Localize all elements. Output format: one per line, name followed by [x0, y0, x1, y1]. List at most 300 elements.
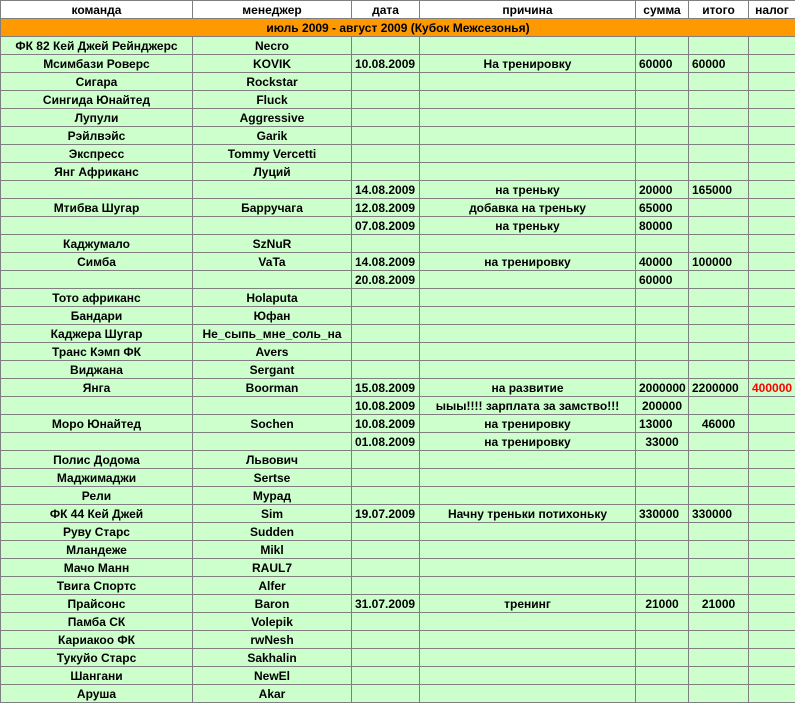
- date-cell[interactable]: [352, 487, 420, 505]
- sum-cell[interactable]: 60000: [636, 55, 689, 73]
- date-cell[interactable]: [352, 577, 420, 595]
- date-cell[interactable]: 15.08.2009: [352, 379, 420, 397]
- sum-cell[interactable]: [636, 487, 689, 505]
- sum-cell[interactable]: [636, 667, 689, 685]
- table-row: [1, 631, 795, 649]
- date-cell[interactable]: [352, 361, 420, 379]
- sum-cell[interactable]: [636, 613, 689, 631]
- reason-cell[interactable]: [420, 631, 636, 649]
- table-row: [1, 541, 795, 559]
- team-cell[interactable]: [1, 271, 193, 289]
- table-row: [1, 433, 795, 451]
- total-cell[interactable]: [689, 109, 749, 127]
- tax-cell[interactable]: [749, 343, 795, 361]
- team-cell[interactable]: Моро Юнайтед: [1, 415, 193, 433]
- team-cell[interactable]: Каджумало: [1, 235, 193, 253]
- table-row: [1, 577, 795, 595]
- manager-cell[interactable]: Baron: [193, 595, 352, 613]
- reason-cell[interactable]: [420, 307, 636, 325]
- table-row: [1, 469, 795, 487]
- table-row: [1, 595, 795, 613]
- date-cell[interactable]: [352, 145, 420, 163]
- team-cell[interactable]: [1, 397, 193, 415]
- date-cell[interactable]: 10.08.2009: [352, 397, 420, 415]
- reason-cell[interactable]: [420, 649, 636, 667]
- col-header-team[interactable]: команда: [1, 1, 193, 19]
- col-header-reason[interactable]: причина: [420, 1, 636, 19]
- reason-cell[interactable]: [420, 163, 636, 181]
- reason-cell[interactable]: на тренировку: [420, 415, 636, 433]
- sum-cell[interactable]: [636, 343, 689, 361]
- tax-cell[interactable]: 400000: [749, 379, 795, 397]
- sum-cell[interactable]: [636, 361, 689, 379]
- date-cell[interactable]: [352, 451, 420, 469]
- table-row: [1, 199, 795, 217]
- manager-cell[interactable]: Не_сыпь_мне_соль_на: [193, 325, 352, 343]
- team-cell[interactable]: Бандари: [1, 307, 193, 325]
- tax-cell[interactable]: [749, 91, 795, 109]
- col-header-tax[interactable]: налог: [749, 1, 795, 19]
- sum-cell[interactable]: [636, 451, 689, 469]
- manager-cell[interactable]: Mikl: [193, 541, 352, 559]
- manager-cell[interactable]: Sochen: [193, 415, 352, 433]
- sum-cell[interactable]: [636, 289, 689, 307]
- manager-cell[interactable]: [193, 181, 352, 199]
- total-cell[interactable]: 2200000: [689, 379, 749, 397]
- date-cell[interactable]: 10.08.2009: [352, 55, 420, 73]
- team-cell[interactable]: Маджимаджи: [1, 469, 193, 487]
- sum-cell[interactable]: [636, 523, 689, 541]
- reason-cell[interactable]: [420, 685, 636, 703]
- tax-cell[interactable]: [749, 253, 795, 271]
- sum-cell[interactable]: [636, 37, 689, 55]
- tax-cell[interactable]: [749, 505, 795, 523]
- tax-cell[interactable]: [749, 469, 795, 487]
- reason-cell[interactable]: [420, 127, 636, 145]
- date-cell[interactable]: [352, 649, 420, 667]
- reason-cell[interactable]: [420, 667, 636, 685]
- team-cell[interactable]: Рэйлвэйс: [1, 127, 193, 145]
- manager-cell[interactable]: rwNesh: [193, 631, 352, 649]
- season-banner-row: [1, 19, 795, 37]
- table-row: [1, 379, 795, 397]
- sum-cell[interactable]: 20000: [636, 181, 689, 199]
- team-cell[interactable]: Сигара: [1, 73, 193, 91]
- table-row: [1, 685, 795, 703]
- total-cell[interactable]: 330000: [689, 505, 749, 523]
- manager-cell[interactable]: Sergant: [193, 361, 352, 379]
- date-cell[interactable]: [352, 163, 420, 181]
- season-title[interactable]: июль 2009 - август 2009 (Кубок Межсезонья): [1, 19, 795, 37]
- date-cell[interactable]: [352, 325, 420, 343]
- table-row: [1, 73, 795, 91]
- total-cell[interactable]: [689, 37, 749, 55]
- sum-cell[interactable]: 2000000: [636, 379, 689, 397]
- tax-cell[interactable]: [749, 613, 795, 631]
- tax-cell[interactable]: [749, 37, 795, 55]
- tax-cell[interactable]: [749, 235, 795, 253]
- date-cell[interactable]: 31.07.2009: [352, 595, 420, 613]
- manager-cell[interactable]: [193, 271, 352, 289]
- reason-cell[interactable]: [420, 577, 636, 595]
- table-row: [1, 253, 795, 271]
- total-cell[interactable]: [689, 145, 749, 163]
- sum-cell[interactable]: [636, 91, 689, 109]
- team-cell[interactable]: Мландеже: [1, 541, 193, 559]
- manager-cell[interactable]: Alfer: [193, 577, 352, 595]
- manager-cell[interactable]: Барручага: [193, 199, 352, 217]
- manager-cell[interactable]: Мурад: [193, 487, 352, 505]
- sum-cell[interactable]: 65000: [636, 199, 689, 217]
- tax-cell[interactable]: [749, 451, 795, 469]
- reason-cell[interactable]: [420, 523, 636, 541]
- tax-cell[interactable]: [749, 595, 795, 613]
- reason-cell[interactable]: [420, 91, 636, 109]
- total-cell[interactable]: 46000: [689, 415, 749, 433]
- date-cell[interactable]: [352, 685, 420, 703]
- tax-cell[interactable]: [749, 487, 795, 505]
- team-cell[interactable]: Янга: [1, 379, 193, 397]
- manager-cell[interactable]: Necro: [193, 37, 352, 55]
- total-cell[interactable]: [689, 613, 749, 631]
- tax-cell[interactable]: [749, 631, 795, 649]
- tax-cell[interactable]: [749, 271, 795, 289]
- date-cell[interactable]: [352, 667, 420, 685]
- table-row: [1, 451, 795, 469]
- reason-cell[interactable]: [420, 289, 636, 307]
- manager-cell[interactable]: Луций: [193, 163, 352, 181]
- table-row: [1, 127, 795, 145]
- manager-cell[interactable]: Boorman: [193, 379, 352, 397]
- sum-cell[interactable]: [636, 109, 689, 127]
- reason-cell[interactable]: ыыы!!!! зарплата за замство!!!: [420, 397, 636, 415]
- team-cell[interactable]: Тукуйо Старс: [1, 649, 193, 667]
- team-cell[interactable]: Кариакоо ФК: [1, 631, 193, 649]
- sum-cell[interactable]: 200000: [636, 397, 689, 415]
- table-row: [1, 361, 795, 379]
- team-cell[interactable]: Лупули: [1, 109, 193, 127]
- date-cell[interactable]: [352, 613, 420, 631]
- date-cell[interactable]: [352, 343, 420, 361]
- sum-cell[interactable]: [636, 307, 689, 325]
- reason-cell[interactable]: [420, 541, 636, 559]
- tax-cell[interactable]: [749, 55, 795, 73]
- table-row: [1, 163, 795, 181]
- sum-cell[interactable]: [636, 163, 689, 181]
- sum-cell[interactable]: [636, 73, 689, 91]
- total-cell[interactable]: [689, 487, 749, 505]
- total-cell[interactable]: [689, 361, 749, 379]
- total-cell[interactable]: [689, 523, 749, 541]
- manager-cell[interactable]: RAUL7: [193, 559, 352, 577]
- sum-cell[interactable]: [636, 235, 689, 253]
- tax-cell[interactable]: [749, 325, 795, 343]
- total-cell[interactable]: [689, 271, 749, 289]
- total-cell[interactable]: [689, 127, 749, 145]
- manager-cell[interactable]: Aggressive: [193, 109, 352, 127]
- col-header-total[interactable]: итого: [689, 1, 749, 19]
- table-row: [1, 667, 795, 685]
- date-cell[interactable]: 07.08.2009: [352, 217, 420, 235]
- reason-cell[interactable]: [420, 109, 636, 127]
- reason-cell[interactable]: [420, 343, 636, 361]
- table-row: [1, 397, 795, 415]
- sum-cell[interactable]: [636, 631, 689, 649]
- reason-cell[interactable]: [420, 271, 636, 289]
- date-cell[interactable]: [352, 289, 420, 307]
- team-cell[interactable]: Мтибва Шугар: [1, 199, 193, 217]
- total-cell[interactable]: 60000: [689, 55, 749, 73]
- table-row: [1, 613, 795, 631]
- date-cell[interactable]: [352, 469, 420, 487]
- manager-cell[interactable]: Львович: [193, 451, 352, 469]
- total-cell[interactable]: [689, 235, 749, 253]
- team-cell[interactable]: [1, 433, 193, 451]
- team-cell[interactable]: Тото африканс: [1, 289, 193, 307]
- manager-cell[interactable]: Sertse: [193, 469, 352, 487]
- manager-cell[interactable]: Sim: [193, 505, 352, 523]
- total-cell[interactable]: 21000: [689, 595, 749, 613]
- reason-cell[interactable]: на треньку: [420, 217, 636, 235]
- team-cell[interactable]: Памба СК: [1, 613, 193, 631]
- tax-cell[interactable]: [749, 73, 795, 91]
- total-cell[interactable]: 100000: [689, 253, 749, 271]
- sum-cell[interactable]: [636, 325, 689, 343]
- table-row: [1, 235, 795, 253]
- sum-cell[interactable]: [636, 685, 689, 703]
- team-cell[interactable]: ФК 82 Кей Джей Рейнджерс: [1, 37, 193, 55]
- date-cell[interactable]: [352, 541, 420, 559]
- manager-cell[interactable]: Rockstar: [193, 73, 352, 91]
- date-cell[interactable]: 12.08.2009: [352, 199, 420, 217]
- sum-cell[interactable]: 40000: [636, 253, 689, 271]
- sum-cell[interactable]: 60000: [636, 271, 689, 289]
- team-cell[interactable]: Руву Старс: [1, 523, 193, 541]
- reason-cell[interactable]: [420, 37, 636, 55]
- sum-cell[interactable]: 80000: [636, 217, 689, 235]
- date-cell[interactable]: 14.08.2009: [352, 181, 420, 199]
- reason-cell[interactable]: на развитие: [420, 379, 636, 397]
- total-cell[interactable]: [689, 217, 749, 235]
- tax-cell[interactable]: [749, 523, 795, 541]
- sum-cell[interactable]: [636, 649, 689, 667]
- date-cell[interactable]: [352, 73, 420, 91]
- tax-cell[interactable]: [749, 199, 795, 217]
- manager-cell[interactable]: Akar: [193, 685, 352, 703]
- tax-cell[interactable]: [749, 649, 795, 667]
- sum-cell[interactable]: [636, 577, 689, 595]
- total-cell[interactable]: [689, 325, 749, 343]
- team-cell[interactable]: Твига Спортс: [1, 577, 193, 595]
- date-cell[interactable]: [352, 307, 420, 325]
- sum-cell[interactable]: [636, 541, 689, 559]
- tax-cell[interactable]: [749, 415, 795, 433]
- tax-cell[interactable]: [749, 559, 795, 577]
- manager-cell[interactable]: [193, 397, 352, 415]
- reason-cell[interactable]: [420, 451, 636, 469]
- date-cell[interactable]: 19.07.2009: [352, 505, 420, 523]
- reason-cell[interactable]: Начну треньки потихоньку: [420, 505, 636, 523]
- date-cell[interactable]: [352, 631, 420, 649]
- reason-cell[interactable]: [420, 73, 636, 91]
- reason-cell[interactable]: на треньку: [420, 181, 636, 199]
- sum-cell[interactable]: 21000: [636, 595, 689, 613]
- manager-cell[interactable]: KOVIK: [193, 55, 352, 73]
- tax-cell[interactable]: [749, 127, 795, 145]
- total-cell[interactable]: [689, 667, 749, 685]
- tax-cell[interactable]: [749, 145, 795, 163]
- date-cell[interactable]: [352, 559, 420, 577]
- team-cell[interactable]: Мачо Манн: [1, 559, 193, 577]
- tax-cell[interactable]: [749, 289, 795, 307]
- reason-cell[interactable]: [420, 361, 636, 379]
- total-cell[interactable]: [689, 289, 749, 307]
- table-row: [1, 37, 795, 55]
- manager-cell[interactable]: VaTa: [193, 253, 352, 271]
- tax-cell[interactable]: [749, 181, 795, 199]
- reason-cell[interactable]: [420, 235, 636, 253]
- table-row: [1, 325, 795, 343]
- reason-cell[interactable]: [420, 145, 636, 163]
- manager-cell[interactable]: NewEl: [193, 667, 352, 685]
- team-cell[interactable]: Прайсонс: [1, 595, 193, 613]
- total-cell[interactable]: [689, 685, 749, 703]
- manager-cell[interactable]: Avers: [193, 343, 352, 361]
- team-cell[interactable]: Аруша: [1, 685, 193, 703]
- table-row: [1, 343, 795, 361]
- team-cell[interactable]: Полис Додома: [1, 451, 193, 469]
- tax-cell[interactable]: [749, 667, 795, 685]
- manager-cell[interactable]: Tommy Vercetti: [193, 145, 352, 163]
- sum-cell[interactable]: 330000: [636, 505, 689, 523]
- reason-cell[interactable]: тренинг: [420, 595, 636, 613]
- manager-cell[interactable]: Volepik: [193, 613, 352, 631]
- sum-cell[interactable]: 13000: [636, 415, 689, 433]
- reason-cell[interactable]: [420, 469, 636, 487]
- table-row: [1, 217, 795, 235]
- table-row: [1, 91, 795, 109]
- date-cell[interactable]: 01.08.2009: [352, 433, 420, 451]
- date-cell[interactable]: [352, 523, 420, 541]
- reason-cell[interactable]: [420, 559, 636, 577]
- col-header-date[interactable]: дата: [352, 1, 420, 19]
- manager-cell[interactable]: Garik: [193, 127, 352, 145]
- manager-cell[interactable]: Юфан: [193, 307, 352, 325]
- reason-cell[interactable]: [420, 487, 636, 505]
- date-cell[interactable]: [352, 37, 420, 55]
- date-cell[interactable]: 10.08.2009: [352, 415, 420, 433]
- table-row: [1, 559, 795, 577]
- date-cell[interactable]: [352, 109, 420, 127]
- team-cell[interactable]: [1, 181, 193, 199]
- team-cell[interactable]: Экспресс: [1, 145, 193, 163]
- team-cell[interactable]: Мсимбази Роверс: [1, 55, 193, 73]
- team-cell[interactable]: [1, 217, 193, 235]
- team-cell[interactable]: Виджана: [1, 361, 193, 379]
- tax-cell[interactable]: [749, 397, 795, 415]
- manager-cell[interactable]: [193, 433, 352, 451]
- date-cell[interactable]: [352, 235, 420, 253]
- manager-cell[interactable]: SzNuR: [193, 235, 352, 253]
- total-cell[interactable]: [689, 649, 749, 667]
- total-cell[interactable]: [689, 397, 749, 415]
- team-cell[interactable]: Шангани: [1, 667, 193, 685]
- total-cell[interactable]: [689, 541, 749, 559]
- manager-cell[interactable]: Sudden: [193, 523, 352, 541]
- table-row: [1, 109, 795, 127]
- table-row: [1, 181, 795, 199]
- col-header-manager[interactable]: менеджер: [193, 1, 352, 19]
- tax-cell[interactable]: [749, 307, 795, 325]
- reason-cell[interactable]: [420, 325, 636, 343]
- total-cell[interactable]: [689, 73, 749, 91]
- total-cell[interactable]: [689, 91, 749, 109]
- total-cell[interactable]: [689, 307, 749, 325]
- reason-cell[interactable]: добавка на треньку: [420, 199, 636, 217]
- date-cell[interactable]: 14.08.2009: [352, 253, 420, 271]
- total-cell[interactable]: [689, 199, 749, 217]
- tax-cell[interactable]: [749, 577, 795, 595]
- tax-cell[interactable]: [749, 685, 795, 703]
- team-cell[interactable]: Транс Кэмп ФК: [1, 343, 193, 361]
- total-cell[interactable]: 165000: [689, 181, 749, 199]
- table-row: [1, 307, 795, 325]
- total-cell[interactable]: [689, 451, 749, 469]
- reason-cell[interactable]: На тренировку: [420, 55, 636, 73]
- team-cell[interactable]: Рели: [1, 487, 193, 505]
- tax-cell[interactable]: [749, 361, 795, 379]
- reason-cell[interactable]: [420, 613, 636, 631]
- date-cell[interactable]: 20.08.2009: [352, 271, 420, 289]
- table-row: [1, 271, 795, 289]
- total-cell[interactable]: [689, 343, 749, 361]
- manager-cell[interactable]: Holaputa: [193, 289, 352, 307]
- table-row: [1, 289, 795, 307]
- reason-cell[interactable]: на тренировку: [420, 253, 636, 271]
- total-cell[interactable]: [689, 559, 749, 577]
- manager-cell[interactable]: Fluck: [193, 91, 352, 109]
- manager-cell[interactable]: Sakhalin: [193, 649, 352, 667]
- total-cell[interactable]: [689, 469, 749, 487]
- date-cell[interactable]: [352, 127, 420, 145]
- tax-cell[interactable]: [749, 217, 795, 235]
- date-cell[interactable]: [352, 91, 420, 109]
- team-cell[interactable]: ФК 44 Кей Джей: [1, 505, 193, 523]
- team-cell[interactable]: Каджера Шугар: [1, 325, 193, 343]
- total-cell[interactable]: [689, 577, 749, 595]
- manager-cell[interactable]: [193, 217, 352, 235]
- table-row: [1, 55, 795, 73]
- tax-cell[interactable]: [749, 163, 795, 181]
- team-cell[interactable]: Янг Африканс: [1, 163, 193, 181]
- total-cell[interactable]: [689, 433, 749, 451]
- reason-cell[interactable]: на тренировку: [420, 433, 636, 451]
- total-cell[interactable]: [689, 631, 749, 649]
- col-header-sum[interactable]: сумма: [636, 1, 689, 19]
- tax-cell[interactable]: [749, 433, 795, 451]
- total-cell[interactable]: [689, 163, 749, 181]
- team-cell[interactable]: Сингида Юнайтед: [1, 91, 193, 109]
- sum-cell[interactable]: [636, 559, 689, 577]
- tax-cell[interactable]: [749, 109, 795, 127]
- sum-cell[interactable]: [636, 145, 689, 163]
- sum-cell[interactable]: [636, 127, 689, 145]
- team-cell[interactable]: Симба: [1, 253, 193, 271]
- sum-cell[interactable]: 33000: [636, 433, 689, 451]
- tax-cell[interactable]: [749, 541, 795, 559]
- sum-cell[interactable]: [636, 469, 689, 487]
- table-row: [1, 415, 795, 433]
